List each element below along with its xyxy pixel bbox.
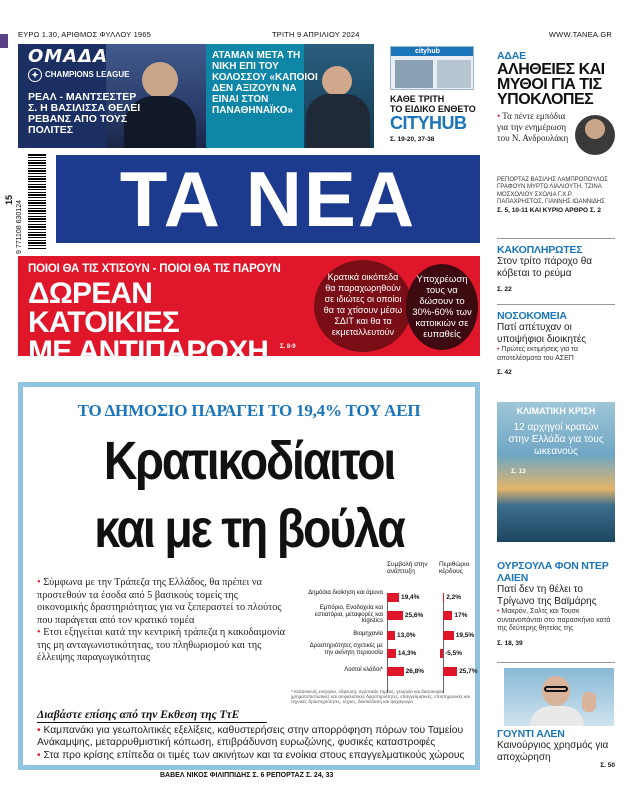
sport-b-headline: ΑΤΑΜΑΝ ΜΕΤΑ ΤΗ ΝΙΚΗ ΕΠΙ ΤΟΥ ΚΟΛΟΣΣΟΥ «ΚΑΠΟΙΟΙ ΔΕΝ ΑΞΙΖΟΥΝ ΝΑ ΕΙΝΑΙ ΣΤΟΝ ΠΑΝΑΘΗΝΑΪΚΟ» <box>212 50 318 116</box>
housing-circle-1: Κρατικά οικόπεδα θα παραχωρηθούν σε ιδιώτες οι οποίοι θα τα χτίσουν μέσω ΣΔΙΤ και θα τα εκμεταλλευτούν <box>314 260 412 352</box>
barcode-lines <box>28 154 46 250</box>
bad-payers-story[interactable] <box>497 244 615 293</box>
bullet-icon: • <box>37 725 44 736</box>
margin-value-label: -5,5% <box>445 650 462 657</box>
category-label: Βιομηχανία <box>353 631 383 637</box>
main-bullet-2-text: Ετσι εξηγείται κατά την κεντρική τράπεζα η κακοδαιμονία της μη ανταγωνιστικότητας, του πληθωρισμού και της έλλειψης παραγωγικότητας <box>37 627 285 663</box>
category-label: Δημόσια διοίκηση και άμυνα <box>308 590 383 596</box>
main-body <box>37 577 289 665</box>
cityhub-brand: CITYHUB <box>390 113 467 133</box>
read-also-title: Διαβάστε επίσης από την Εκθεση της ΤτΕ <box>37 709 240 721</box>
housing-headline-line-1: ΔΩΡΕΑΝ ΚΑΤΟΙΚΙΕΣ <box>28 277 180 339</box>
growth-value-label: 14,3% <box>397 650 417 657</box>
margin-bar <box>443 611 452 620</box>
cover-photo-1 <box>395 60 433 88</box>
growth-axis <box>387 593 388 693</box>
adae-text <box>497 111 571 144</box>
bad-payers-kicker: ΚΑΚΟΠΛΗΡΩΤΕΣ <box>497 244 583 256</box>
adae-text-body: Τα πέντε εμπόδια για την ενημέρωση του Ν. Ανδρουλάκη <box>497 111 569 143</box>
adae-teaser <box>497 107 615 177</box>
cityhub-line-1: ΚΑΘΕ ΤΡΙΤΗ <box>390 94 445 104</box>
growth-value-label: 19,4% <box>401 594 420 601</box>
allen-hand <box>582 692 596 712</box>
margin-bar <box>440 649 443 658</box>
hospitals-story[interactable] <box>497 310 615 376</box>
housing-headline <box>28 279 298 366</box>
issue-date: ΤΡΙΤΗ 9 ΑΠΡΙΛΙΟΥ 2024 <box>272 30 360 39</box>
main-headline-line-1: Κρατικοδίαιτοι <box>103 431 395 491</box>
adae-headline: ΑΛΗΘΕΙΕΣ ΚΑΙ ΜΥΘΟΙ ΓΙΑ ΤΙΣ ΥΠΟΚΛΟΠΕΣ <box>497 61 605 108</box>
vdl-sub <box>497 608 615 634</box>
vdl-pages: Σ. 18, 39 <box>497 639 523 647</box>
read-also <box>37 709 467 762</box>
housing-headline-line-2: ΜΕ ΑΝΤΙΠΑΡΟΧΗ <box>28 335 269 368</box>
newspaper-logo: ΤΑ ΝΕΑ <box>119 155 417 243</box>
hospitals-sub-text: Πρώτες εκτιμήσεις για τα αποτελέσματα του ΑΣΕΠ <box>497 346 578 362</box>
read-also-underline <box>37 722 267 723</box>
margin-value-label: 2,2% <box>446 594 462 601</box>
growth-bar <box>387 631 395 640</box>
main-bullet-2 <box>37 627 289 665</box>
edge-marker <box>0 34 8 48</box>
allen-pages: Σ. 50 <box>600 762 615 769</box>
league-label: CHAMPIONS LEAGUE <box>45 70 130 80</box>
bad-payers-text: Στον τρίτο πάροχο θα κόβεται το ρεύμα <box>497 256 593 279</box>
housing-pages: Σ. 8-9 <box>280 344 296 350</box>
bullet-icon: • <box>497 608 502 615</box>
cityhub-tagline <box>390 94 476 114</box>
ataman-head <box>322 66 352 96</box>
champions-league-badge <box>28 68 129 82</box>
margin-bar <box>443 631 454 640</box>
cityhub-line-2: ΤΟ ΕΙΔΙΚΟ ΕΝΘΕΤΟ <box>390 104 476 114</box>
growth-bar <box>387 611 403 620</box>
climate-story[interactable] <box>497 402 615 542</box>
adae-story[interactable] <box>497 50 615 214</box>
chart-footnote: * Κατασκευή, ενέργεια, ύδρευση, αγροτικός τομέας, γεωργία και δασοκομία, χρηματοπιστωτικές και ασφαλιστικές δραστηριότητες, επαγγελματικές, επιστημονικές και τεχνικές δραστηριότητες, τέχνες, διασκέδαση και ψυχαγωγία <box>291 689 471 705</box>
vdl-text: Πατί δεν τη θέλει το Τρίγωνο της Βαϊμάρης <box>497 584 597 607</box>
category-label: Εμπόριο, Ενοδοχεία και εστιατόρια, μεταφορές και logistics <box>314 605 383 625</box>
page-side-number: 15 <box>4 194 15 206</box>
sport-a-headline: ΡΕΑΛ - ΜΑΝΤΣΕΣΤΕΡ Σ. Η ΒΑΣΙΛΙΣΣΑ ΘΕΛΕΙ ΡΕΒΑΝΣ ΑΠΟ ΤΟΥΣ ΠΟΛΙΤΕΣ <box>28 91 141 136</box>
bullet-icon: • <box>497 111 503 121</box>
hospitals-sub <box>497 346 615 363</box>
cityhub-cover-bar: cityhub <box>391 47 473 56</box>
top-info-line <box>18 30 612 42</box>
margin-axis <box>443 593 444 693</box>
omada-logo: ΟΜΑΔΑ <box>28 46 109 67</box>
bullet-icon: • <box>497 346 502 353</box>
climate-text: 12 αρχηγοί κρατών στην Ελλάδα για τους ωκεανούς <box>508 422 604 457</box>
growth-bar <box>387 667 404 676</box>
hospitals-kicker: ΝΟΣΟΚΟΜΕΙΑ <box>497 310 567 322</box>
bad-payers-pages: Σ. 22 <box>497 286 512 293</box>
margin-value-label: 19,5% <box>455 632 475 639</box>
col-header-margin: Περιθώριο κέρδους <box>439 561 470 575</box>
housing-story[interactable] <box>18 256 480 368</box>
main-credit: ΒΑΒΕΛ ΝΙΚΟΣ ΦΙΛΙΠΠΙΔΗΣ Σ. 6 ΡΕΠΟΡΤΑΖ Σ. 24, 33 <box>160 772 334 779</box>
margin-value-label: 17% <box>454 612 468 619</box>
woody-allen-photo <box>504 668 614 726</box>
divider <box>497 304 615 305</box>
allen-body <box>530 706 584 726</box>
star-ball-icon: ✦ <box>28 68 42 82</box>
housing-circle-2: Υποχρέωση τους να δώσουν το 30%-60% των κατοικιών σε ευπαθείς <box>406 264 478 350</box>
cityhub-promo[interactable] <box>384 44 482 148</box>
main-bullet-1 <box>37 577 289 627</box>
woody-allen-story[interactable] <box>497 728 615 769</box>
adae-credits: ΡΕΠΟΡΤΑΖ ΒΑΣΙΛΗΣ ΛΑΜΠΡΟΠΟΥΛΟΣ ΓΡΑΦΟΥΝ ΜΥΡΤΩ ΛΙΑΛΙΟΥΤΗ, ΤΖΙΝΑ ΜΟΣΧΟΛΙΟΥ ΣΧΟΛΙΑ Γ.Χ.Ρ. ΠΑΠΑΧΡΗΣΤΟΣ, ΓΙΑΝΝΗΣ ΙΩΑΝΝΙΔΗΣ <box>497 177 608 206</box>
divider <box>497 662 615 663</box>
cityhub-pages: Σ. 19-20, 37-38 <box>390 136 435 143</box>
allen-text: Καινούργιος χρησμός για αποχώρηση <box>497 740 609 763</box>
adae-pages: Σ. 5, 10-11 ΚΑΙ ΚΥΡΙΟ ΑΡΘΡΟ Σ. 2 <box>497 206 602 214</box>
bullet-icon: • <box>37 749 44 761</box>
barcode <box>14 150 56 255</box>
main-headline-line-2: και με τη βούλα <box>94 499 404 559</box>
price-issue: ΕΥΡΩ 1.30, ΑΡΙΘΜΟΣ ΦΥΛΛΟΥ 1965 <box>18 30 152 39</box>
divider <box>497 238 615 239</box>
growth-value-label: 26,8% <box>405 668 425 675</box>
read-also-item-1[interactable] <box>37 725 467 750</box>
read-also-item-1-text: Καμπανάκι για γεωπολιτικές εξελίξεις, καθυστερήσεις στην απορρόφηση πόρων του Ταμείου Ανάκαμψης, μεταρρυθμιστική κόπωση, επιβράδυνση ευρωζώνης, φυσικές καταστροφές <box>37 725 464 749</box>
von-der-leyen-story[interactable] <box>497 560 615 647</box>
main-kicker: ΤΟ ΔΗΜΟΣΙΟ ΠΑΡΑΓΕΙ ΤΟ 19,4% ΤΟΥ ΑΕΠ <box>77 401 421 420</box>
vdl-sub-text: Μακρόν, Σολτς και Τουσκ συναινοπάνται στο παρασκήνιο κατά της δεύτερης θητείας της <box>497 608 611 632</box>
growth-bar <box>387 593 399 602</box>
hospitals-pages: Σ. 42 <box>497 369 512 376</box>
vdl-kicker: ΟΥΡΣΟΥΛΑ ΦΟΝ ΝΤΕΡ ΛΑΙΕΝ <box>497 560 609 584</box>
read-also-item-2[interactable] <box>37 750 467 762</box>
sport-teaser-ataman[interactable] <box>206 44 374 148</box>
margin-value-label: 25,7% <box>459 668 478 675</box>
housing-kicker: ΠΟΙΟΙ ΘΑ ΤΙΣ ΧΤΙΣΟΥΝ - ΠΟΙΟΙ ΘΑ ΤΙΣ ΠΑΡΟΥΝ <box>28 263 281 275</box>
adae-kicker: ΑΔΑΕ <box>497 50 526 62</box>
climate-pages: Σ. 13 <box>511 468 526 475</box>
bullet-icon: • <box>37 577 44 588</box>
margin-bar <box>443 667 457 676</box>
barcode-number: 9 771108 630124 <box>16 200 23 254</box>
cover-photo-2 <box>437 60 471 88</box>
hospitals-text: Πατί απέτυχαν οι υποψήφιοι διοικητές <box>497 322 587 345</box>
growth-bar <box>387 649 396 658</box>
sector-bar-chart <box>291 561 477 701</box>
category-label: Δραστηριότητες σχετικές με την ακίνητη περιουσία <box>309 643 383 656</box>
masthead <box>56 155 480 243</box>
allen-kicker: ΓΟΥΝΤΙ ΑΛΕΝ <box>497 728 565 740</box>
allen-glasses-icon <box>544 686 568 692</box>
main-story <box>18 382 480 770</box>
main-bullet-1-text: Σύμφωνα με την Τράπεζα της Ελλάδος, θα πρέπει να προστεθούν τα έσοδα από 5 βασικούς τομείς της οικονομικής δραστηριότητας για να ξεπεραστεί το πλούτος που παράγεται από τον κρατικό τομέα <box>37 577 282 626</box>
sport-teaser-real-madrid[interactable] <box>18 44 206 148</box>
androulakis-avatar <box>575 115 615 155</box>
category-label: Λοιποί κλάδοι* <box>344 667 383 673</box>
read-also-item-2-text: Στα προ κρίσης επίπεδα οι τιμές των ακινήτων και τα ενοίκια στους επαγγελματικούς χώρους <box>43 749 465 761</box>
cityhub-magazine-cover <box>390 46 474 90</box>
bullet-icon: • <box>37 627 44 638</box>
margin-bar <box>443 593 444 602</box>
col-header-growth: Συμβολή στην ανάπτυξη <box>387 561 428 575</box>
main-headline <box>55 427 444 563</box>
growth-value-label: 13,0% <box>397 632 416 639</box>
growth-value-label: 25,6% <box>404 612 424 619</box>
website[interactable]: WWW.TANEA.GR <box>548 30 612 39</box>
climate-kicker: ΚΛΙΜΑΤΙΚΗ ΚΡΙΣΗ <box>516 406 596 416</box>
